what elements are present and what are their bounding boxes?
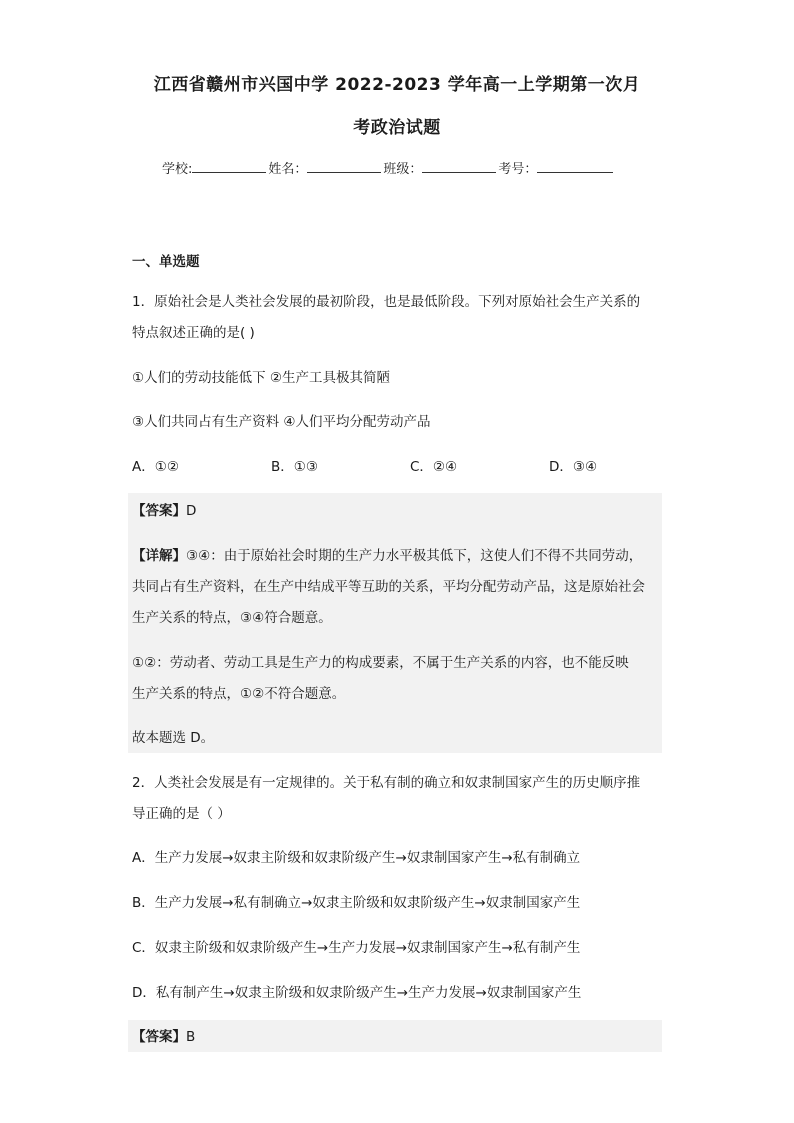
q1-stem-line1: 1．原始社会是人类社会发展的最初阶段，也是最低阶段。下列对原始社会生产关系的	[132, 294, 641, 310]
student-info-row	[162, 158, 615, 177]
q1-conclusion: 故本题选 D。	[132, 730, 215, 746]
school-blank	[192, 158, 266, 173]
q2-option-b: B．生产力发展→私有制确立→奴隶主阶级和奴隶阶级产生→奴隶制国家产生	[132, 895, 581, 911]
q1-answer-value: D	[186, 503, 197, 519]
q1-option-c: C．②④	[410, 459, 458, 475]
class-blank	[422, 158, 496, 173]
q2-option-d: D．私有制产生→奴隶主阶级和奴隶阶级产生→生产力发展→奴隶制国家产生	[132, 985, 582, 1001]
q1-stem-line2: 特点叙述正确的是( )	[132, 325, 255, 341]
q1-detail-line3: 生产关系的特点，③④符合题意。	[132, 610, 332, 626]
q2-answer-label: 【答案】	[132, 1029, 186, 1045]
name-label: 姓名：	[268, 162, 308, 177]
q2-option-a: A．生产力发展→奴隶主阶级和奴隶阶级产生→奴隶制国家产生→私有制确立	[132, 850, 581, 866]
q1-answer	[132, 503, 196, 519]
q1-statements-line1: ①人们的劳动技能低下 ②生产工具极其简陋	[132, 370, 390, 386]
q1-option-b: B．①③	[271, 459, 318, 475]
q2-stem-line2: 导正确的是（ ）	[132, 806, 231, 822]
q1-detail-text1: ③④：由于原始社会时期的生产力水平极其低下，这使人们不得不共同劳动，	[186, 548, 643, 564]
q2-stem-line1: 2．人类社会发展是有一定规律的。关于私有制的确立和奴隶制国家产生的历史顺序推	[132, 775, 641, 791]
q1-detail-line2: 共同占有生产资料，在生产中结成平等互助的关系，平均分配劳动产品，这是原始社会	[132, 579, 645, 595]
q1-option-a: A．①②	[132, 459, 179, 475]
exam-title-line2: 考政治试题	[353, 118, 441, 138]
class-label: 班级：	[383, 162, 423, 177]
q1-answer-label: 【答案】	[132, 503, 186, 519]
q2-answer-value: B	[186, 1029, 196, 1045]
q1-detail-label: 【详解】	[132, 548, 186, 564]
section-title: 一、单选题	[132, 254, 200, 270]
q1-options	[132, 459, 688, 475]
q1-option-d: D．③④	[549, 459, 598, 475]
q1-detail-line5: 生产关系的特点，①②不符合题意。	[132, 686, 346, 702]
school-label: 学校:	[162, 162, 193, 177]
q1-detail-line1	[132, 548, 642, 564]
q1-detail-line4: ①②：劳动者、劳动工具是生产力的构成要素，不属于生产关系的内容，也不能反映	[132, 655, 629, 671]
id-label: 考号：	[498, 162, 538, 177]
q2-answer-box	[128, 1020, 662, 1052]
exam-title-line1: 江西省赣州市兴国中学 2022-2023 学年高一上学期第一次月	[153, 75, 641, 95]
name-blank	[307, 158, 381, 173]
id-blank	[537, 158, 613, 173]
q2-option-c: C．奴隶主阶级和奴隶阶级产生→生产力发展→奴隶制国家产生→私有制产生	[132, 940, 581, 956]
q1-statements-line2: ③人们共同占有生产资料 ④人们平均分配劳动产品	[132, 414, 431, 430]
q2-answer	[132, 1029, 195, 1045]
